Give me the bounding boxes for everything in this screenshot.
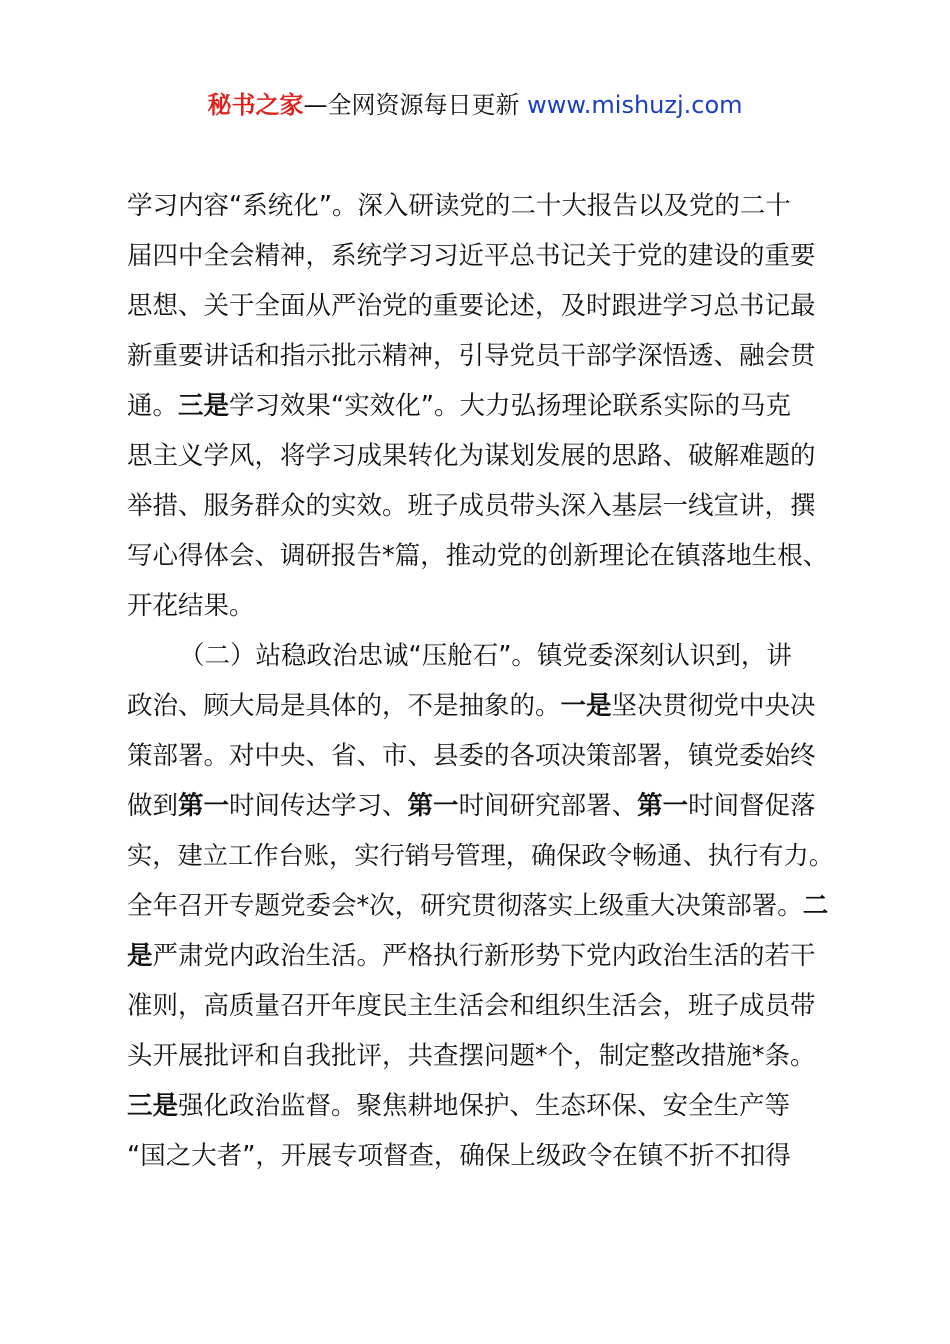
text-line	[127, 781, 837, 831]
bold-text: 三是	[178, 391, 230, 421]
text-line	[127, 881, 837, 931]
text-run: 时间传达学习、	[229, 791, 408, 821]
text-run: 时间研究部署、	[458, 791, 638, 821]
text-run: 严肃党内政治生活。严格执行新形势下党内政治生活的若干	[152, 941, 816, 971]
bold-text: 三是	[127, 1091, 179, 1121]
text-line	[127, 681, 837, 731]
text-line	[127, 431, 837, 481]
text-run: “国之大者”，开展专项督查，确保上级政令在镇不折不扣得	[127, 1141, 791, 1171]
bold-text: 第一	[637, 791, 689, 821]
text-run: 全年召开专题党委会*次，研究贯彻落实上级重大决策部署。	[127, 891, 803, 921]
text-line	[127, 931, 837, 981]
text-run: 强化政治监督。聚焦耕地保护、生态环保、安全生产等	[178, 1091, 791, 1121]
text-run: （二）站稳政治忠诚“压舱石”。镇党委深刻认识到，讲	[179, 641, 792, 671]
text-run: 学习效果“实效化”。大力弘扬理论联系实际的马克	[229, 391, 791, 421]
text-run: 届四中全会精神，系统学习习近平总书记关于党的建设的重要	[127, 241, 816, 271]
text-line	[127, 631, 837, 681]
document-body	[127, 181, 837, 1181]
bold-text: 一是	[560, 691, 612, 721]
text-line	[127, 231, 837, 281]
text-run: 举措、服务群众的实效。班子成员带头深入基层一线宣讲，撰	[127, 491, 816, 521]
text-run: 准则，高质量召开年度民主生活会和组织生活会，班子成员带	[127, 991, 816, 1021]
text-line	[127, 381, 837, 431]
text-line	[127, 481, 837, 531]
text-line	[127, 531, 837, 581]
text-run: 实，建立工作台账，实行销号管理，确保政令畅通、执行有力。	[127, 841, 834, 870]
bold-text: 二	[802, 891, 829, 921]
text-run: 通。	[127, 391, 179, 421]
bold-text: 是	[127, 941, 153, 971]
text-line	[127, 331, 837, 381]
site-header	[0, 88, 950, 122]
text-line	[127, 731, 837, 781]
text-line	[127, 981, 837, 1031]
text-run: 策部署。对中央、省、市、县委的各项决策部署，镇党委始终	[127, 741, 816, 771]
text-run: 做到	[127, 791, 179, 821]
text-run: 坚决贯彻党中央决	[611, 691, 816, 721]
brand-name: 秘书之家	[207, 91, 304, 119]
text-line	[127, 281, 837, 331]
text-line	[127, 581, 837, 631]
text-line	[127, 1131, 837, 1181]
text-line	[127, 181, 837, 231]
site-url-link[interactable]: www.mishuzj.com	[527, 91, 743, 119]
text-run: 时间督促落	[688, 791, 816, 821]
text-run: 新重要讲话和指示批示精神，引导党员干部学深悟透、融会贯	[127, 341, 816, 371]
text-run: 政治、顾大局是具体的，不是抽象的。	[127, 691, 561, 721]
text-line	[127, 1031, 837, 1081]
text-run: 思想、关于全面从严治党的重要论述，及时跟进学习总书记最	[127, 291, 816, 321]
bold-text: 第一	[407, 791, 459, 821]
bold-text: 第一	[178, 791, 230, 821]
text-line	[127, 1081, 837, 1131]
text-run: 学习内容“系统化”。深入研读党的二十大报告以及党的二十	[127, 191, 791, 221]
text-run: 思主义学风，将学习成果转化为谋划发展的思路、破解难题的	[127, 441, 816, 471]
text-run: 写心得体会、调研报告*篇，推动党的创新理论在镇落地生根、	[127, 541, 829, 571]
text-run: 开花结果。	[127, 591, 255, 621]
header-tagline: —全网资源每日更新	[303, 91, 528, 119]
text-run: 头开展批评和自我批评，共查摆问题*个，制定整改措施*条。	[127, 1041, 816, 1071]
text-line	[127, 831, 837, 881]
